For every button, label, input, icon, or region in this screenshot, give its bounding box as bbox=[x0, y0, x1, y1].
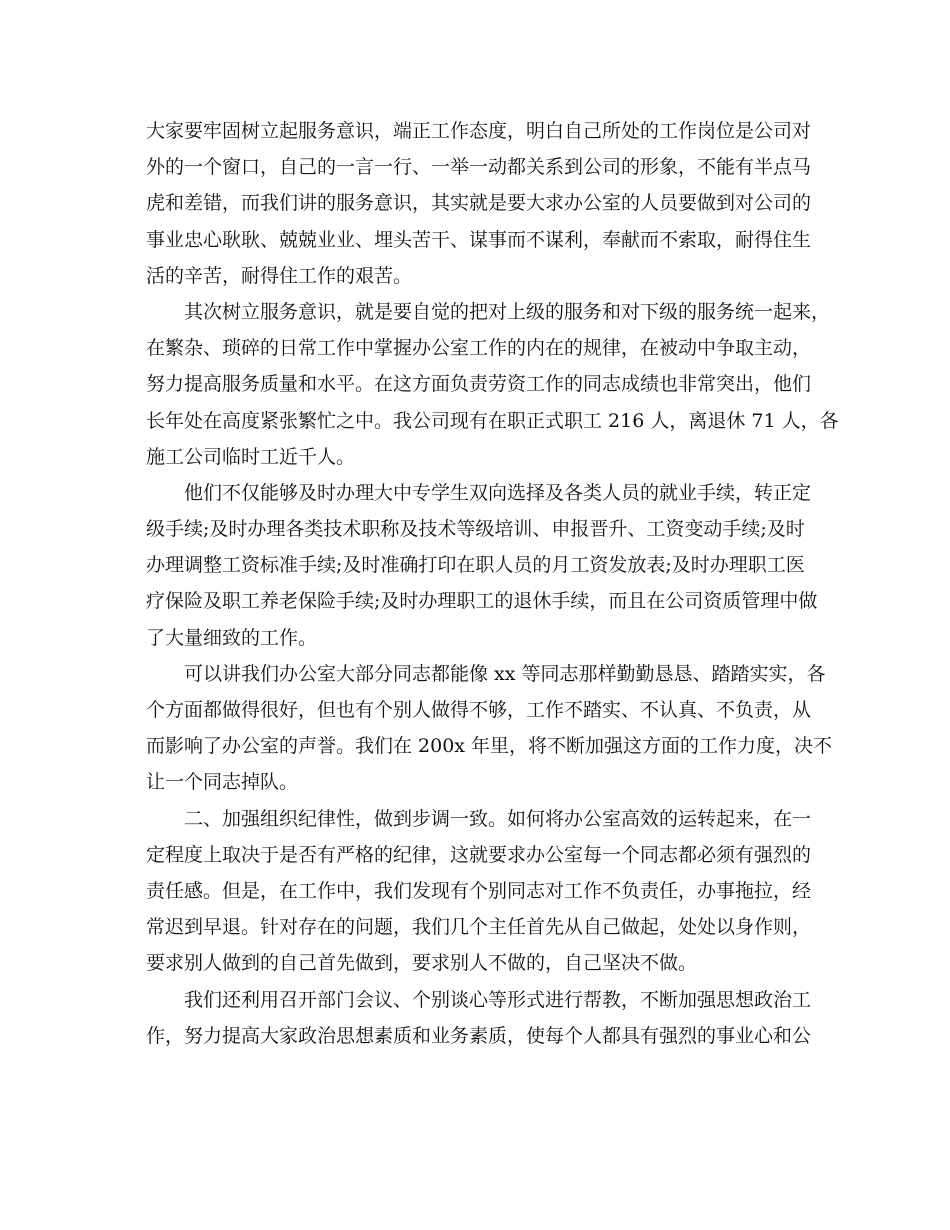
document-body bbox=[146, 113, 839, 1054]
text-line: 责任感。但是，在工作中，我们发现有个别同志对工作不负责任，办事拖拉，经 bbox=[146, 879, 812, 902]
paragraph-hr-procedures bbox=[146, 475, 818, 656]
paragraph-discipline bbox=[146, 801, 812, 982]
text-line: 了大量细致的工作。 bbox=[146, 626, 318, 649]
text-line: 他们不仅能够及时办理大中专学生双向选择及各类人员的就业手续，转正定 bbox=[184, 481, 812, 504]
text-line: 大家要牢固树立起服务意识，端正工作态度，明白自己所处的工作岗位是公司对 bbox=[146, 120, 812, 142]
text-line: 我们还利用召开部门会议、个别谈心等形式进行帮教，不断加强思想政治工 bbox=[184, 988, 812, 1011]
paragraph-unify-service bbox=[146, 294, 839, 475]
paragraph-office-reputation bbox=[146, 656, 833, 801]
text-line: 办理调整工资标准手续;及时准确打印在职人员的月工资发放表;及时办理职工医 bbox=[146, 554, 805, 577]
paragraph-service-awareness bbox=[146, 113, 812, 294]
text-line: 施工公司临时工近千人。 bbox=[146, 445, 356, 468]
text-line: 常迟到早退。针对存在的问题，我们几个主任首先从自己做起，处处以身作则， bbox=[146, 916, 812, 939]
text-line: 让一个同志掉队。 bbox=[146, 771, 299, 794]
text-line: 其次树立服务意识，就是要自觉的把对上级的服务和对下级的服务统一起来， bbox=[184, 300, 831, 323]
text-line: 虎和差错，而我们讲的服务意识，其实就是要大求办公室的人员要做到对公司的 bbox=[146, 192, 812, 215]
text-line: 定程度上取决于是否有严格的纪律，这就要求办公室每一个同志都必须有强烈的 bbox=[146, 843, 812, 866]
paragraph-political-work bbox=[146, 982, 812, 1054]
text-line: 外的一个窗口，自己的一言一行、一举一动都关系到公司的形象，不能有半点马 bbox=[146, 156, 812, 179]
text-line: 事业忠心耿耿、兢兢业业、埋头苦干、谋事而不谋利，奉献而不索取，耐得住生 bbox=[146, 228, 812, 251]
text-line: 级手续;及时办理各类技术职称及技术等级培训、申报晋升、工资变动手续;及时 bbox=[146, 518, 805, 541]
text-line: 作，努力提高大家政治思想素质和业务素质，使每个人都具有强烈的事业心和公 bbox=[146, 1024, 812, 1047]
text-line: 活的辛苦，耐得住工作的艰苦。 bbox=[146, 264, 413, 287]
text-line: 要求别人做到的自己首先做到，要求别人不做的，自己坚决不做。 bbox=[146, 952, 698, 975]
text-line: 可以讲我们办公室大部分同志都能像 xx 等同志那样勤勤恳恳、踏踏实实，各 bbox=[184, 662, 826, 685]
text-line: 长年处在高度紧张繁忙之中。我公司现有在职正式职工 216 人，离退休 71 人，各 bbox=[146, 409, 839, 432]
text-line: 二、加强组织纪律性，做到步调一致。如何将办公室高效的运转起来，在一 bbox=[184, 807, 812, 830]
text-line: 疗保险及职工养老保险手续;及时办理职工的退休手续，而且在公司资质管理中做 bbox=[146, 590, 818, 613]
text-line: 个方面都做得很好，但也有个别人做得不够，工作不踏实、不认真、不负责，从 bbox=[146, 699, 812, 721]
text-line: 在繁杂、琐碎的日常工作中掌握办公室工作的内在的规律，在被动中争取主动， bbox=[146, 337, 812, 360]
text-line: 而影响了办公室的声誉。我们在 200x 年里，将不断加强这方面的工作力度，决不 bbox=[146, 735, 833, 758]
text-line: 努力提高服务质量和水平。在这方面负责劳资工作的同志成绩也非常突出，他们 bbox=[146, 373, 812, 396]
